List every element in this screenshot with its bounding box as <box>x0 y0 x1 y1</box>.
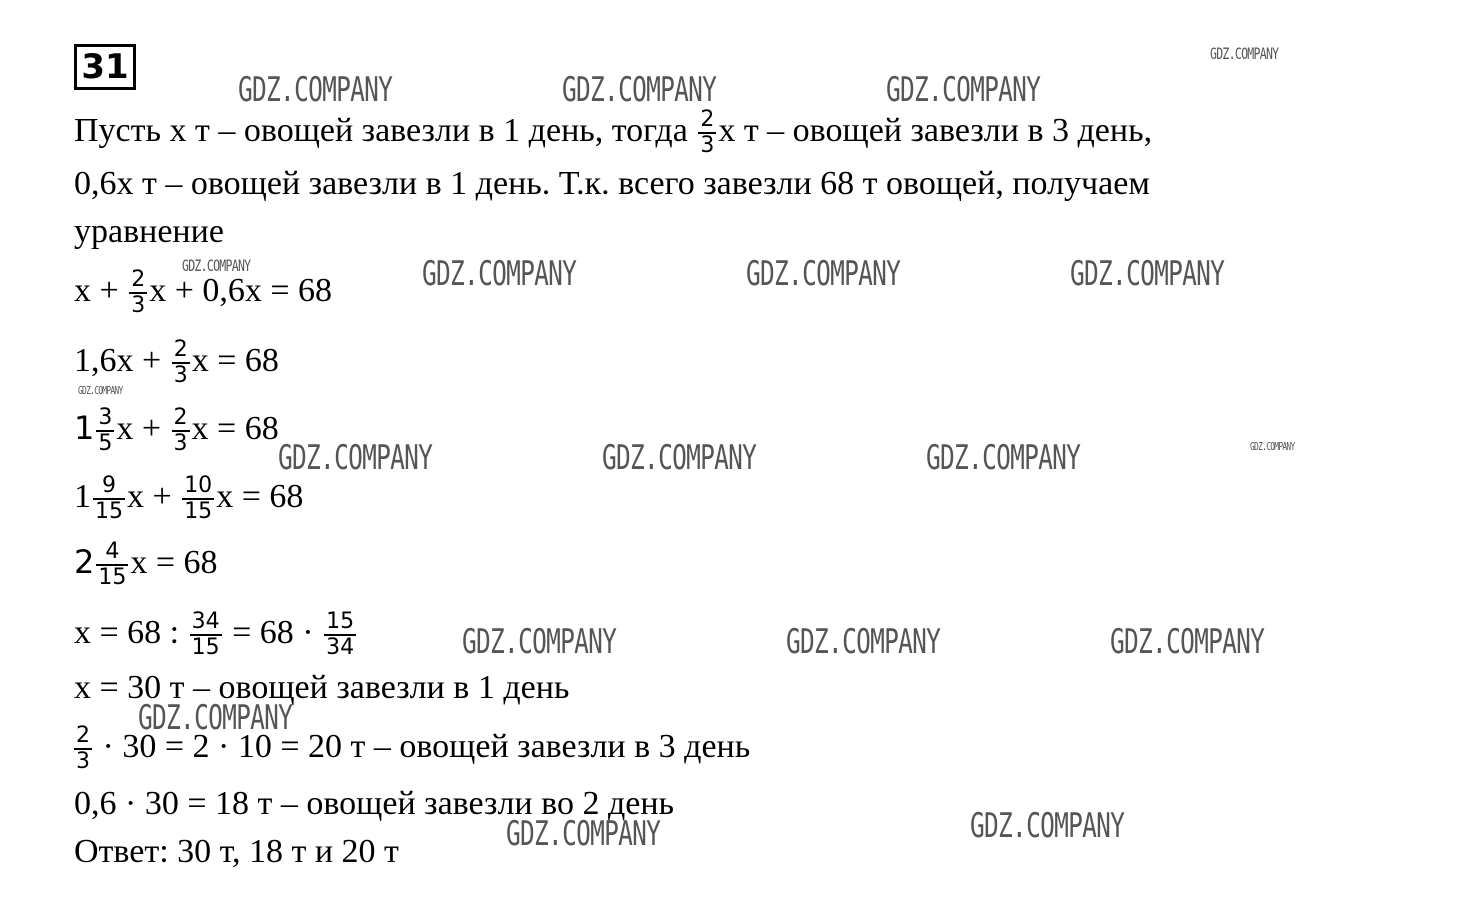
eq2-end: x = 68 <box>191 341 279 379</box>
denominator: 3 <box>173 431 188 456</box>
denominator: 15 <box>98 565 127 590</box>
fraction-two-thirds <box>698 108 716 158</box>
eq6-mid: = 68 · <box>223 613 323 651</box>
mixed-integer: 1 <box>74 408 95 447</box>
watermark: GDZ.COMPANY <box>138 698 293 738</box>
fraction-two-thirds <box>74 724 92 774</box>
fraction-ten-fifteenths <box>182 474 214 524</box>
task-number: 31 <box>74 44 136 90</box>
eq8-end: · 30 = 2 · 10 = 20 т – овощей завезли в 3 день <box>94 727 751 765</box>
eq5-end: x = 68 <box>130 543 218 581</box>
numerator: 2 <box>173 337 188 362</box>
numerator: 2 <box>700 107 715 132</box>
watermark: GDZ.COMPANY <box>886 70 1041 110</box>
fraction-three-fifths <box>96 406 114 456</box>
equation-4 <box>74 474 303 524</box>
watermark: GDZ.COMPANY <box>1210 44 1279 63</box>
denominator: 3 <box>76 749 90 774</box>
fraction-34-15 <box>190 610 222 660</box>
fraction-two-thirds <box>129 268 147 318</box>
text-line-1 <box>74 108 1152 158</box>
denominator: 3 <box>173 363 188 388</box>
denominator: 15 <box>184 499 213 524</box>
watermark: GDZ.COMPANY <box>562 70 717 110</box>
fraction-two-thirds <box>172 406 190 456</box>
equation-1 <box>74 268 332 318</box>
numerator: 34 <box>191 609 220 634</box>
fraction-two-thirds <box>172 338 190 388</box>
denominator: 3 <box>700 133 715 158</box>
mixed-integer: 1 <box>74 477 91 515</box>
text-line-2: 0,6x т – овощей завезли в 1 день. Т.к. всего завезли 68 т овощей, получаем <box>74 165 1150 202</box>
fraction-nine-fifteenths <box>93 474 125 524</box>
equation-2 <box>74 338 279 388</box>
answer: Ответ: 30 т, 18 т и 20 т <box>74 833 399 870</box>
equation-7: x = 30 т – овощей завезли в 1 день <box>74 669 570 706</box>
watermark: GDZ.COMPANY <box>786 622 941 662</box>
numerator: 9 <box>93 474 125 500</box>
watermark: GDZ.COMPANY <box>602 438 757 478</box>
line-1-start: Пусть x т – овощей завезли в 1 день, тогда <box>74 111 697 149</box>
equation-6 <box>74 610 358 660</box>
watermark: GDZ.COMPANY <box>926 438 1081 478</box>
eq4-mid: x + <box>127 477 181 515</box>
eq6-start: x = 68 : <box>74 613 188 651</box>
denominator: 5 <box>98 431 113 456</box>
watermark: GDZ.COMPANY <box>238 70 393 110</box>
numerator: 4 <box>96 540 128 566</box>
mixed-integer: 2 <box>74 542 95 581</box>
numerator: 2 <box>131 267 146 292</box>
eq3-end: x = 68 <box>191 409 279 447</box>
numerator: 2 <box>173 405 188 430</box>
watermark: GDZ.COMPANY <box>422 254 577 294</box>
equation-9: 0,6 · 30 = 18 т – овощей завезли во 2 день <box>74 785 675 822</box>
denominator: 15 <box>95 499 123 524</box>
watermark: GDZ.COMPANY <box>1070 254 1225 294</box>
watermark: GDZ.COMPANY <box>78 384 123 397</box>
numerator: 2 <box>76 723 90 748</box>
fraction-four-fifteenths <box>96 540 128 590</box>
text-line-3: уравнение <box>74 213 224 250</box>
numerator: 10 <box>184 473 213 498</box>
watermark: GDZ.COMPANY <box>462 622 617 662</box>
watermark: GDZ.COMPANY <box>1110 622 1265 662</box>
denominator: 15 <box>191 635 220 660</box>
watermark: GDZ.COMPANY <box>182 256 251 275</box>
equation-3 <box>74 406 279 456</box>
numerator: 3 <box>98 405 113 430</box>
watermark: GDZ.COMPANY <box>1250 440 1295 453</box>
eq1-start: x + <box>74 271 128 309</box>
watermark: GDZ.COMPANY <box>278 438 433 478</box>
eq1-end: x + 0,6x = 68 <box>149 271 333 309</box>
denominator: 3 <box>131 293 146 318</box>
denominator: 34 <box>326 635 355 660</box>
fraction-15-34 <box>324 610 356 660</box>
numerator: 15 <box>326 609 355 634</box>
watermark: GDZ.COMPANY <box>746 254 901 294</box>
eq4-end: x = 68 <box>216 477 304 515</box>
line-1-end: x т – овощей завезли в 3 день, <box>718 111 1153 149</box>
eq3-mid: x + <box>116 409 170 447</box>
equation-5 <box>74 540 218 590</box>
eq2-start: 1,6x + <box>74 341 170 379</box>
watermark: GDZ.COMPANY <box>506 814 661 854</box>
watermark: GDZ.COMPANY <box>970 806 1125 846</box>
